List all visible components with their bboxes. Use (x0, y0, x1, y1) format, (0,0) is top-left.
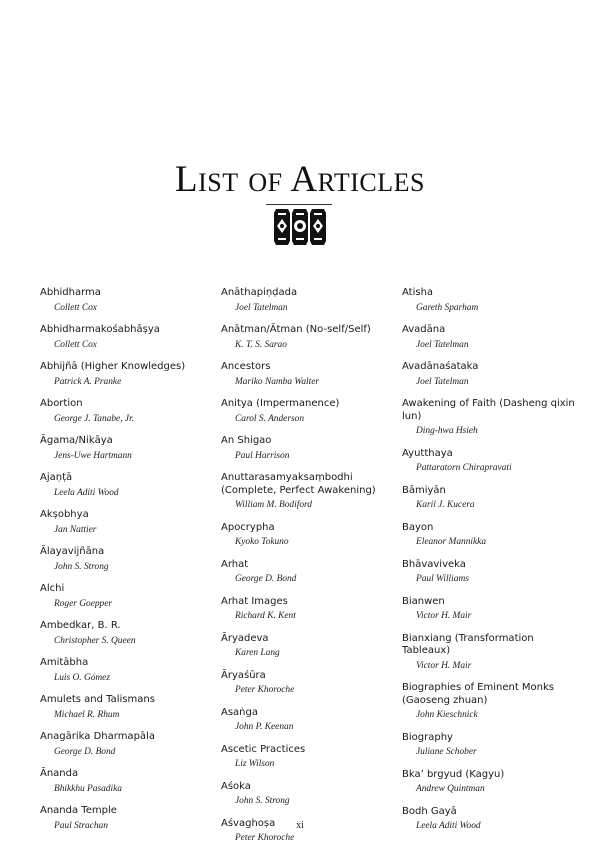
title-rule (266, 204, 332, 205)
article-title: Abortion (40, 398, 83, 409)
article-author: K. T. S. Sarao (235, 339, 287, 350)
article-author: Liz Wilson (235, 759, 275, 769)
article-author: Karil J. Kucera (416, 500, 475, 510)
article-column-2 (221, 287, 391, 855)
article-title: Akṣobhya (40, 509, 89, 520)
article-title: Anāthapiṇḍada (221, 287, 298, 298)
article-title: Ancestors (221, 361, 271, 372)
article-title: Bhāvaviveka (402, 558, 466, 570)
article-author: Mariko Namba Walter (235, 376, 320, 387)
article-author: Christopher S. Queen (54, 635, 136, 646)
article-title: Apocrypha (221, 521, 275, 533)
article-title: Asaṅga (221, 706, 258, 718)
article-entry (402, 559, 577, 586)
article-entry (221, 781, 391, 808)
article-author: Michael R. Rhum (54, 709, 120, 720)
article-title: Biography (402, 731, 453, 743)
article-column-1 (40, 287, 215, 842)
article-entry (221, 472, 391, 512)
article-entry (402, 522, 577, 549)
page-title: List of Articles (175, 159, 425, 200)
article-author: John Kieschnick (416, 710, 478, 720)
article-title: Amitābha (40, 657, 89, 668)
article-author: Paul Strachan (54, 820, 108, 831)
article-title: Āgama/Nikāya (40, 435, 113, 446)
article-title: Bāmiyān (402, 484, 446, 496)
article-author: Leela Aditi Wood (54, 487, 119, 498)
article-author: Joel Tatelman (235, 302, 288, 313)
article-title: Ālayavijñāna (40, 546, 105, 557)
article-entry (402, 448, 577, 475)
article-entry (221, 361, 391, 388)
article-entry (221, 670, 391, 697)
article-author: Pattaratorn Chirapravati (416, 463, 512, 473)
article-entry (402, 324, 577, 351)
article-entry (40, 620, 215, 647)
article-title: Biographies of Eminent Monks (Gaoseng zhuan) (402, 682, 555, 706)
article-title: Bodh Gayā (402, 805, 457, 817)
article-author: Peter Khoroche (235, 685, 295, 695)
article-entry (40, 731, 215, 758)
article-title: Alchi (40, 583, 65, 594)
article-title: Āryadeva (221, 632, 269, 644)
article-entry (40, 583, 215, 610)
article-author: Victor H. Mair (416, 611, 472, 621)
article-title: Ananda Temple (40, 805, 117, 816)
article-column-3 (402, 287, 577, 843)
article-entry (40, 472, 215, 499)
article-author: Andrew Quintman (416, 784, 485, 794)
article-entry (402, 682, 577, 722)
page-number: xi (296, 820, 304, 831)
article-entry (221, 596, 391, 623)
article-author: Joel Tatelman (416, 376, 469, 387)
article-author: William M. Bodiford (235, 500, 312, 510)
article-author: Collett Cox (54, 339, 97, 350)
bead-left-icon (274, 209, 290, 245)
article-title: Ayutthaya (402, 447, 453, 459)
article-entry (221, 435, 391, 462)
article-title: Abhidharma (40, 287, 101, 298)
article-title: Āryaśūra (221, 669, 266, 681)
article-author: Jens-Uwe Hartmann (54, 450, 132, 461)
article-author: Carol S. Anderson (235, 413, 305, 424)
article-entry (402, 596, 577, 623)
article-title: Awakening of Faith (Dasheng qixin lun) (402, 398, 575, 422)
article-author: Peter Khoroche (235, 833, 295, 843)
article-author: Richard K. Kent (235, 611, 296, 621)
article-title: Ānanda (40, 768, 79, 779)
article-entry (221, 522, 391, 549)
article-entry (221, 633, 391, 660)
article-entry (40, 287, 215, 314)
article-title: Ascetic Practices (221, 743, 306, 755)
article-author: Paul Williams (416, 574, 469, 584)
article-author: Karen Lang (235, 648, 280, 658)
article-entry (402, 485, 577, 512)
article-entry (40, 361, 215, 388)
article-entry (402, 732, 577, 759)
article-title: Arhat Images (221, 595, 288, 607)
article-author: George D. Bond (235, 574, 297, 584)
article-author: George J. Tanabe, Jr. (54, 413, 135, 424)
article-author: Bhikkhu Pasadika (54, 783, 122, 794)
article-entry (221, 559, 391, 586)
article-title: Arhat (221, 558, 249, 570)
article-author: Leela Aditi Wood (416, 821, 481, 831)
article-title: Bianxiang (Transformation Tableaux) (402, 632, 534, 656)
article-title: Ambedkar, B. R. (40, 620, 121, 631)
article-author: Kyoko Tokuno (235, 537, 289, 547)
article-entry (402, 633, 577, 673)
article-title: Abhijñā (Higher Knowledges) (40, 361, 186, 372)
article-entry (40, 768, 215, 795)
article-entry (221, 744, 391, 771)
article-title: Amulets and Talismans (40, 694, 155, 705)
article-entry (40, 509, 215, 536)
article-author: Eleanor Mannikka (416, 537, 487, 547)
ornament-icon (270, 207, 330, 247)
article-title: Bka’ brgyud (Kagyu) (402, 768, 505, 780)
article-title: Anātman/Ātman (No-self/Self) (221, 324, 371, 335)
article-entry (402, 287, 577, 314)
article-title: Bianwen (402, 595, 445, 607)
article-entry (221, 287, 391, 314)
bead-right-icon (310, 209, 326, 245)
article-author: Patrick A. Pranke (54, 376, 122, 387)
article-title: Anagārika Dharmapāla (40, 731, 155, 742)
article-entry (40, 398, 215, 425)
bead-center-icon (292, 209, 308, 245)
article-title: Avadāna (402, 324, 446, 335)
article-author: Luis O. Gómez (54, 672, 110, 683)
article-author: Roger Goepper (54, 598, 113, 609)
article-title: Atisha (402, 287, 434, 298)
article-title: Anitya (Impermanence) (221, 398, 340, 409)
article-title: An Shigao (221, 435, 272, 446)
article-title: Anuttarasamyaksaṃbodhi (Complete, Perfect Awakening) (221, 472, 376, 496)
article-author: Jan Nattier (54, 524, 97, 535)
article-author: Juliane Schober (416, 747, 477, 757)
article-entry (40, 657, 215, 684)
article-entry (402, 769, 577, 796)
article-entry (40, 435, 215, 462)
article-author: John P. Keenan (235, 722, 294, 732)
article-entry (402, 398, 577, 438)
article-author: Joel Tatelman (416, 339, 469, 350)
article-title: Abhidharmakośabhāṣya (40, 324, 160, 335)
article-author: Victor H. Mair (416, 660, 472, 671)
article-title: Ajaṇṭā (40, 472, 73, 483)
article-author: George D. Bond (54, 746, 116, 757)
article-title: Aśvaghoṣa (221, 817, 276, 829)
article-entry (40, 546, 215, 573)
article-title: Aśoka (221, 780, 251, 792)
article-entry (402, 361, 577, 388)
article-entry (221, 707, 391, 734)
article-entry (40, 324, 215, 351)
article-entry (221, 324, 391, 351)
article-author: Collett Cox (54, 302, 97, 313)
article-entry (221, 398, 391, 425)
article-author: Gareth Sparham (416, 302, 479, 313)
article-author: John S. Strong (235, 796, 290, 806)
article-title: Avadānaśataka (402, 361, 479, 372)
article-title: Bayon (402, 521, 434, 533)
article-author: John S. Strong (54, 561, 109, 572)
article-author: Ding-hwa Hsieh (416, 426, 478, 436)
article-author: Paul Harrison (235, 450, 290, 461)
article-entry (40, 694, 215, 721)
